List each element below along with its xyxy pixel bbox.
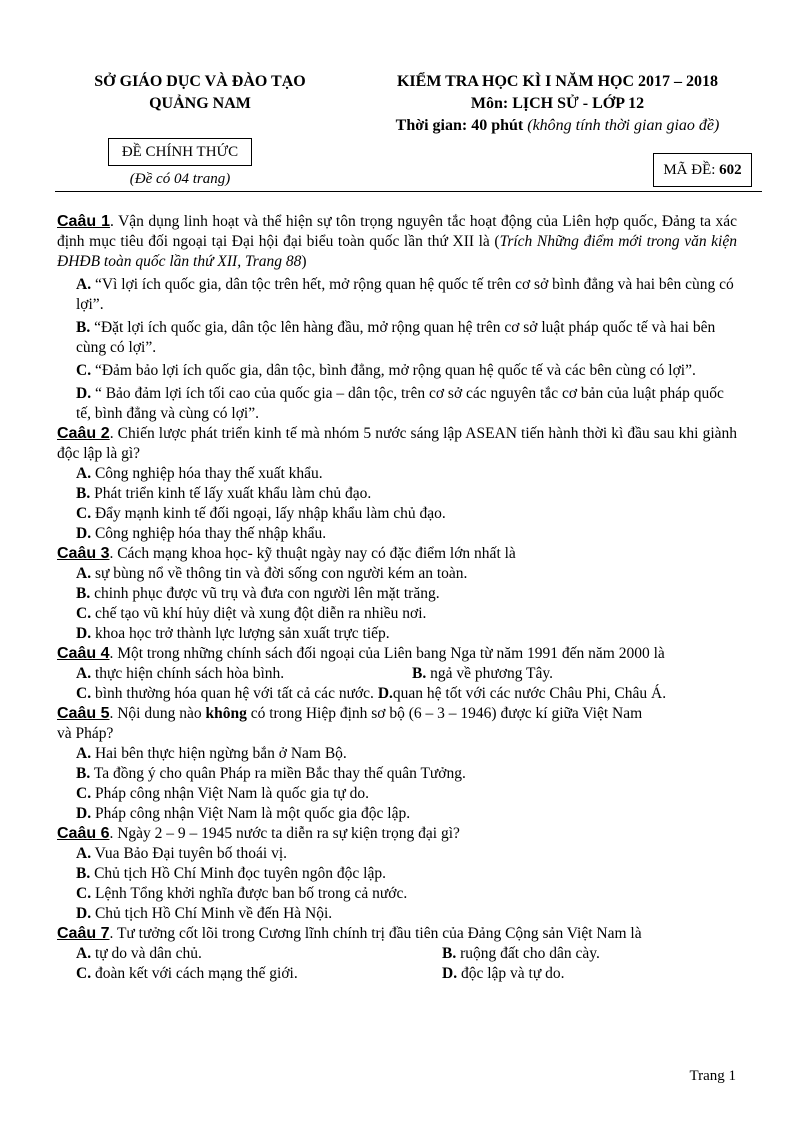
option-d: D. “ Bảo đảm lợi ích tối cao của quốc gia – dân tộc, trên cơ sở các nguyên tắc cơ bản của luật pháp quốc tế, bình đẳng và cùng có lợi”.	[76, 385, 724, 422]
official-label: ĐỀ CHÍNH THỨC	[121, 144, 239, 160]
department-name: SỞ GIÁO DỤC VÀ ĐÀO TẠO	[94, 73, 306, 90]
exam-time	[350, 115, 765, 137]
option-c: C. đoàn kết với cách mạng thế giới.	[76, 965, 298, 982]
question-stem: Caâu 4. Một trong những chính sách đối ngoại của Liên bang Nga từ năm 1991 đến năm 2000 là	[57, 645, 665, 662]
question-label: Caâu 6	[57, 825, 110, 842]
exam-code-label: MÃ ĐỀ:	[663, 162, 720, 178]
question-stem: Caâu 5. Nội dung nào không có trong Hiệp định sơ bộ (6 – 3 – 1946) được kí giữa Việt Nam và Pháp?	[57, 705, 643, 742]
exam-code-box	[653, 153, 752, 187]
option-c: C. chế tạo vũ khí hủy diệt và xung đột diễn ra nhiều nơi.	[76, 605, 427, 622]
options-row-cd	[76, 964, 737, 984]
option-c: C. bình thường hóa quan hệ với tất cả các nước.	[76, 685, 378, 702]
province-name: QUẢNG NAM	[149, 95, 251, 112]
exam-code-value: 602	[719, 162, 742, 178]
question-stem: Caâu 2. Chiến lược phát triển kinh tế mà nhóm 5 nước sáng lập ASEAN tiến hành thời kì đầu sau khi giành độc lập là gì?	[57, 425, 738, 462]
department-header	[55, 71, 345, 115]
time-label: Thời gian: 40 phút	[395, 117, 528, 134]
option-d: D. độc lập và tự do.	[442, 965, 565, 982]
option-a: A. “Vì lợi ích quốc gia, dân tộc trên hết, mở rộng quan hệ quốc tế trên cơ sở bình đẳng và hai bên cùng có lợi”.	[76, 276, 734, 313]
option-c: C. Pháp công nhận Việt Nam là quốc gia tự do.	[76, 785, 370, 802]
question-7	[57, 924, 737, 984]
option-b: B. ngả về phương Tây.	[412, 665, 554, 682]
question-label: Caâu 5	[57, 705, 110, 722]
header-divider	[55, 191, 762, 192]
option-a: A. sự bùng nổ về thông tin và đời sống con người kém an toàn.	[76, 565, 468, 582]
option-d: D. Công nghiệp hóa thay thế nhập khẩu.	[76, 525, 327, 542]
options-row-ab	[76, 944, 737, 964]
question-stem: Caâu 6. Ngày 2 – 9 – 1945 nước ta diễn ra sự kiện trọng đại gì?	[57, 825, 460, 842]
question-label: Caâu 2	[57, 425, 110, 442]
question-stem: Caâu 3. Cách mạng khoa học- kỹ thuật ngày nay có đặc điểm lớn nhất là	[57, 545, 516, 562]
option-a: A. tự do và dân chủ.	[76, 945, 202, 962]
option-c: C. Lệnh Tổng khởi nghĩa được ban bố trong cả nước.	[76, 885, 408, 902]
pages-note: (Đề có 04 trang)	[129, 171, 231, 187]
option-b: B. chinh phục được vũ trụ và đưa con người lên mặt trăng.	[76, 585, 440, 602]
question-stem: Caâu 7. Tư tưởng cốt lõi trong Cương lĩnh chính trị đầu tiên của Đảng Cộng sản Việt Nam là	[57, 925, 642, 942]
question-2	[57, 424, 737, 544]
option-b: B. ruộng đất cho dân cày.	[442, 945, 600, 962]
exam-title: KIỂM TRA HỌC KÌ I NĂM HỌC 2017 – 2018	[396, 73, 719, 90]
time-note: (không tính thời gian giao đề)	[527, 117, 720, 134]
exam-content	[57, 212, 737, 984]
option-a: A. thực hiện chính sách hòa bình.	[76, 665, 285, 682]
question-3	[57, 544, 737, 644]
option-d: D. Pháp công nhận Việt Nam là một quốc gia độc lập.	[76, 805, 411, 822]
option-c: C. Đẩy mạnh kinh tế đối ngoại, lấy nhập khẩu làm chủ đạo.	[76, 505, 446, 522]
question-6	[57, 824, 737, 924]
question-4	[57, 644, 737, 704]
exam-header	[350, 71, 765, 137]
option-b: B. Ta đồng ý cho quân Pháp ra miền Bắc thay thế quân Tưởng.	[76, 765, 466, 782]
option-a: A. Hai bên thực hiện ngừng bắn ở Nam Bộ.	[76, 745, 347, 762]
options-row-ab	[76, 664, 737, 684]
question-label: Caâu 7	[57, 925, 110, 942]
option-d: D. khoa học trở thành lực lượng sản xuất trực tiếp.	[76, 625, 390, 642]
option-b: B. Phát triển kinh tế lấy xuất khẩu làm chủ đạo.	[76, 485, 372, 502]
question-label: Caâu 1	[57, 213, 111, 230]
question-5	[57, 704, 737, 824]
option-a: A. Vua Bảo Đại tuyên bố thoái vị.	[76, 845, 288, 862]
question-stem: Caâu 1. Vận dụng linh hoạt và thể hiện sự tôn trọng nguyên tắc hoạt động của Liên hợp quốc, Đảng ta xác định mục tiêu đối ngoại tại Đại hội đại biểu toàn quốc lần thứ XII là (Trích Những điểm mới trong văn kiện ĐHĐB toàn quốc lần thứ XII, Trang 88)	[57, 213, 737, 270]
option-b: B. “Đặt lợi ích quốc gia, dân tộc lên hàng đầu, mở rộng quan hệ trên cơ sở luật pháp quốc tế và hai bên cùng có lợi”.	[76, 319, 716, 356]
options-row-cd	[76, 684, 737, 704]
exam-subject: Môn: LỊCH SỬ - LỚP 12	[470, 95, 645, 112]
question-label: Caâu 4	[57, 645, 110, 662]
option-d: D.quan hệ tốt với các nước Châu Phi, Châu Á.	[377, 685, 667, 702]
page-number: Trang 1	[689, 1068, 736, 1084]
option-d: D. Chủ tịch Hồ Chí Minh về đến Hà Nội.	[76, 905, 333, 922]
question-1	[57, 212, 737, 424]
option-b: B. Chủ tịch Hồ Chí Minh đọc tuyên ngôn độc lập.	[76, 865, 386, 882]
option-c: C. “Đảm bảo lợi ích quốc gia, dân tộc, bình đẳng, mở rộng quan hệ quốc tế và các bên cùng có lợi”.	[76, 362, 696, 379]
question-label: Caâu 3	[57, 545, 110, 562]
option-a: A. Công nghiệp hóa thay thế xuất khẩu.	[76, 465, 323, 482]
official-label-box	[108, 138, 252, 166]
